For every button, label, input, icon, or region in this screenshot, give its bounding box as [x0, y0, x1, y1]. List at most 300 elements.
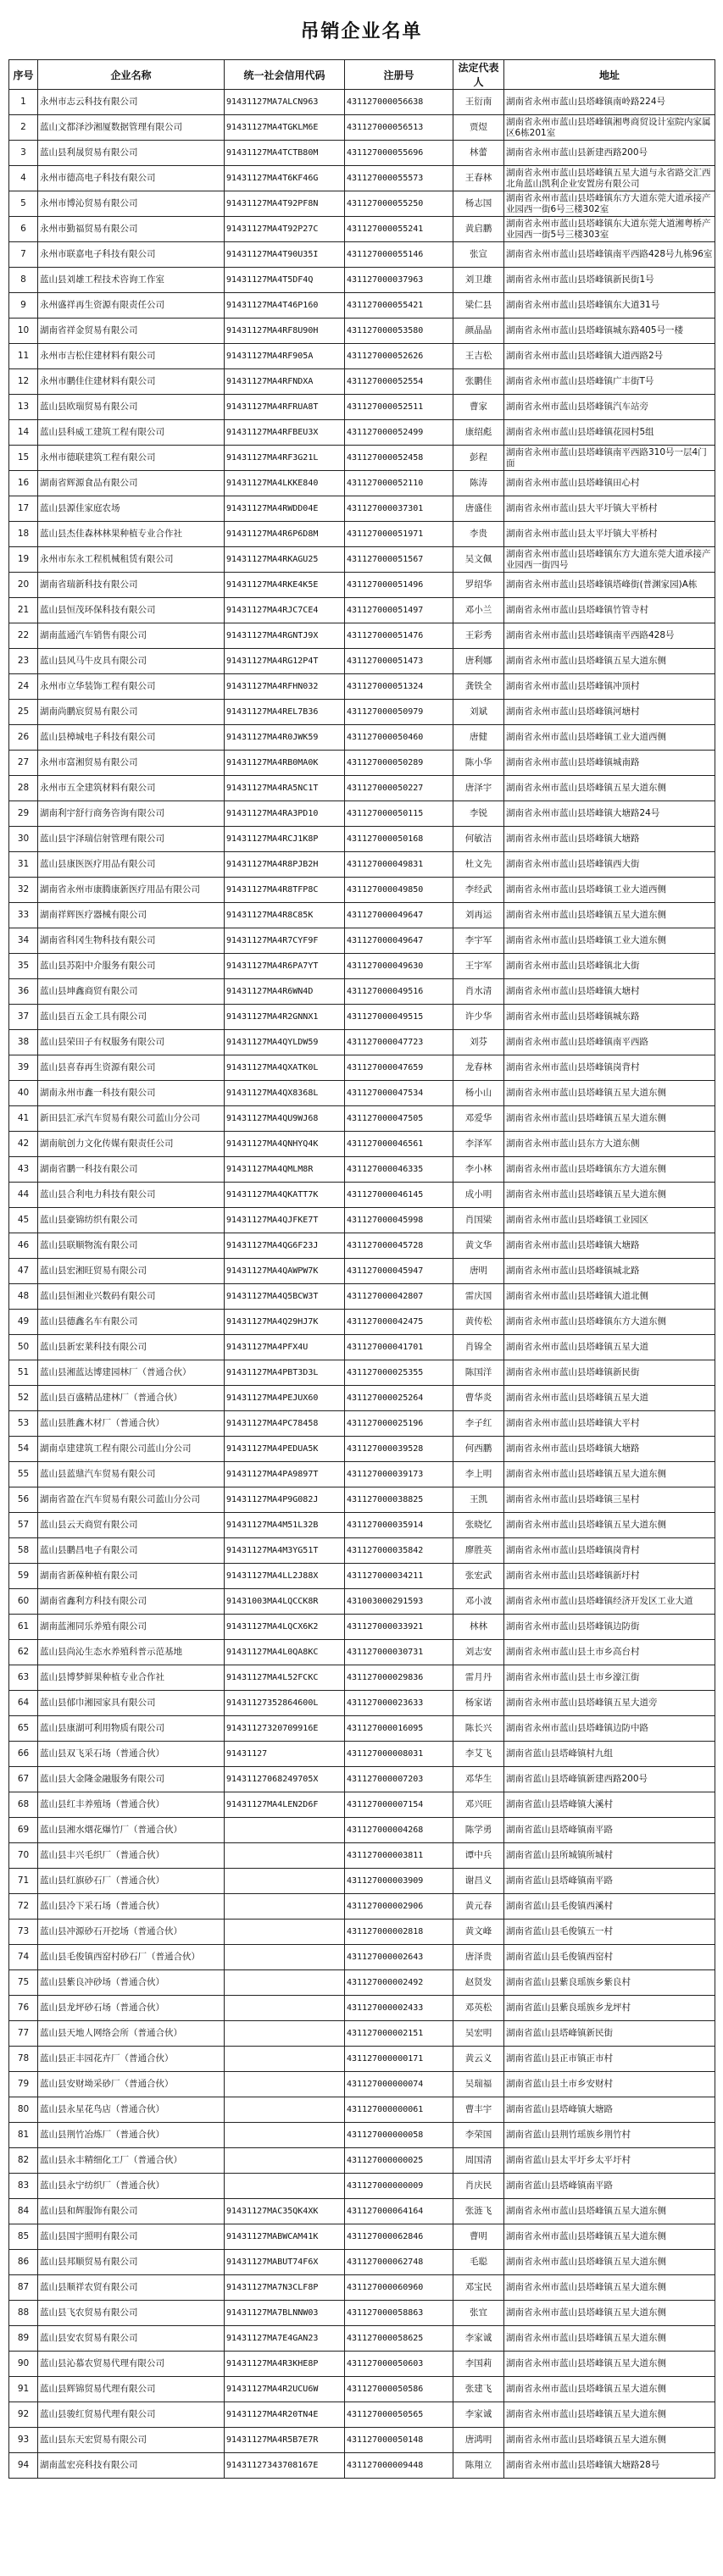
cell-legal-representative: 曹丰宇 [453, 2097, 504, 2123]
table-row [9, 1386, 715, 1411]
table-row [9, 1742, 715, 1767]
cell-index: 92 [9, 2402, 38, 2428]
cell-credit-code: 91431127MA4RFBEU3X [225, 420, 345, 446]
cell-index: 59 [9, 1564, 38, 1589]
cell-address: 湖南省永州市蓝山县塔峰镇大塘路28号 [504, 2453, 715, 2479]
cell-registration-number: 431127000002906 [345, 1894, 453, 1920]
cell-address: 湖南省永州市蓝山县塔峰镇大塘路 [504, 1437, 715, 1462]
cell-credit-code: 91431127MA4Q5BCW3T [225, 1284, 345, 1310]
cell-address: 湖南省永州市蓝山县塔峰镇东方大道东侧 [504, 1157, 715, 1183]
cell-registration-number: 431127000064164 [345, 2199, 453, 2224]
cell-address: 湖南省永州市蓝山县塔峰镇东大道31号 [504, 293, 715, 319]
cell-credit-code: 91431127MA4R8C85K [225, 903, 345, 928]
cell-legal-representative: 吴宏明 [453, 2021, 504, 2047]
cell-legal-representative: 康绍彪 [453, 420, 504, 446]
cell-registration-number: 431127000002151 [345, 2021, 453, 2047]
table-row [9, 2275, 715, 2301]
cell-index: 55 [9, 1462, 38, 1487]
cell-index: 61 [9, 1615, 38, 1640]
cell-company-name: 蓝山县豪锦纺织有限公司 [38, 1208, 225, 1233]
table-row [9, 1564, 715, 1589]
cell-credit-code: 91431127MA4QJFKE7T [225, 1208, 345, 1233]
table-row [9, 1996, 715, 2021]
cell-credit-code: 91431127MA4QAWPW7K [225, 1259, 345, 1284]
cell-registration-number: 431127000002433 [345, 1996, 453, 2021]
cell-company-name: 蓝山县安农贸易有限公司 [38, 2326, 225, 2352]
cell-registration-number: 431127000047534 [345, 1081, 453, 1106]
table-row [9, 369, 715, 395]
cell-credit-code [225, 1945, 345, 1970]
table-row [9, 1767, 715, 1792]
cell-address: 湖南省蓝山县毛俊镇西窑村 [504, 1945, 715, 1970]
cell-address: 湖南省永州市蓝山县塔峰镇广丰街T号 [504, 369, 715, 395]
cell-index: 83 [9, 2174, 38, 2199]
cell-address: 湖南省永州市蓝山县塔峰镇大道北侧 [504, 1284, 715, 1310]
cell-address: 湖南省永州市蓝山县塔峰镇竹管寺村 [504, 598, 715, 623]
cell-legal-representative: 李艾飞 [453, 1742, 504, 1767]
cell-address: 湖南省蓝山县毛俊镇五一村 [504, 1920, 715, 1945]
cell-credit-code: 91431127MA4PC78458 [225, 1411, 345, 1437]
table-row [9, 446, 715, 471]
cell-legal-representative: 刘志安 [453, 1640, 504, 1665]
table-row [9, 2123, 715, 2148]
cell-address: 湖南省永州市蓝山县塔峰镇五星大道东侧 [504, 2199, 715, 2224]
cell-company-name: 湖南尚鹏宸贸易有限公司 [38, 700, 225, 725]
cell-address: 湖南省永州市蓝山县新建西路200号 [504, 141, 715, 166]
table-row [9, 242, 715, 268]
cell-credit-code: 91431127MA4RB0MA0K [225, 751, 345, 776]
cell-company-name: 永州市立华装饰工程有限公司 [38, 674, 225, 700]
cell-registration-number: 431127000049647 [345, 928, 453, 954]
cell-registration-number: 431127000016095 [345, 1716, 453, 1742]
table-row [9, 2224, 715, 2250]
cell-registration-number: 431127000050603 [345, 2352, 453, 2377]
cell-address: 湖南省永州市蓝山县塔峰镇五星大道东侧 [504, 1183, 715, 1208]
cell-registration-number: 431127000050289 [345, 751, 453, 776]
cell-credit-code: 91431127320709916E [225, 1716, 345, 1742]
table-row [9, 623, 715, 649]
cell-legal-representative: 龙春林 [453, 1055, 504, 1081]
cell-legal-representative: 肖锦全 [453, 1335, 504, 1360]
cell-registration-number: 431127000062748 [345, 2250, 453, 2275]
cell-company-name: 蓝山文都泽沙湘厦数据管理有限公司 [38, 115, 225, 141]
cell-registration-number: 431127000047659 [345, 1055, 453, 1081]
table-row [9, 1233, 715, 1259]
cell-legal-representative: 王凯 [453, 1487, 504, 1513]
cell-address: 湖南省永州市蓝山县塔峰镇南平西路 [504, 1030, 715, 1055]
cell-company-name: 蓝山县邦顺贸易有限公司 [38, 2250, 225, 2275]
cell-address: 湖南省永州市蓝山县塔峰镇塔峰街(普渊家园)A栋 [504, 573, 715, 598]
cell-address: 湖南省永州市蓝山县塔峰镇五星大道东侧 [504, 1462, 715, 1487]
cell-address: 湖南省永州市蓝山县塔峰镇五星大道东侧 [504, 1513, 715, 1538]
cell-company-name: 湖南蓝湘同乐养殖有限公司 [38, 1615, 225, 1640]
cell-legal-representative: 李家诚 [453, 2326, 504, 2352]
table-row [9, 2021, 715, 2047]
cell-registration-number: 431127000049647 [345, 903, 453, 928]
cell-registration-number: 431127000051324 [345, 674, 453, 700]
cell-company-name: 蓝山县骏红贸易代理有限公司 [38, 2402, 225, 2428]
revoked-enterprise-table [8, 59, 715, 2479]
cell-credit-code: 91431127MA4LEN2D6F [225, 1792, 345, 1818]
cell-company-name: 新田县汇承汽车贸易有限公司蓝山分公司 [38, 1106, 225, 1132]
table-row [9, 1005, 715, 1030]
cell-address: 湖南省永州市蓝山县塔峰镇城北路 [504, 1259, 715, 1284]
cell-address: 湖南省蓝山县所城镇所城村 [504, 1843, 715, 1869]
cell-company-name: 湖南利宇舒行商务咨询有限公司 [38, 801, 225, 827]
cell-legal-representative: 黄云义 [453, 2047, 504, 2072]
cell-registration-number: 431127000042807 [345, 1284, 453, 1310]
cell-address: 湖南省永州市蓝山县塔峰镇东方大道东莞大道承接产业园西一街四号 [504, 547, 715, 573]
cell-company-name: 蓝山县合利电力科技有限公司 [38, 1183, 225, 1208]
cell-address: 湖南省永州市蓝山县塔峰镇五星大道 [504, 1335, 715, 1360]
cell-company-name: 蓝山县苏阳中介服务有限公司 [38, 954, 225, 979]
cell-registration-number: 431127000000009 [345, 2174, 453, 2199]
cell-credit-code: 91431127MA4R7CYF9F [225, 928, 345, 954]
cell-address: 湖南省永州市蓝山县塔峰镇边防街 [504, 1615, 715, 1640]
cell-credit-code: 91431127MA4L52FCKC [225, 1665, 345, 1691]
cell-company-name: 蓝山县郁巾湘园家具有限公司 [38, 1691, 225, 1716]
cell-legal-representative: 唐盛佳 [453, 496, 504, 522]
cell-credit-code [225, 2021, 345, 2047]
table-row [9, 1792, 715, 1818]
cell-credit-code: 91431127MABWCAM41K [225, 2224, 345, 2250]
cell-company-name: 蓝山县国宇照明有限公司 [38, 2224, 225, 2250]
cell-address: 湖南省永州市蓝山县塔峰镇城东路405号一楼 [504, 319, 715, 344]
table-row [9, 1081, 715, 1106]
cell-index: 22 [9, 623, 38, 649]
cell-credit-code: 91431127MA4QYLDW59 [225, 1030, 345, 1055]
table-row [9, 852, 715, 878]
cell-credit-code: 91431127MA4T5DF4Q [225, 268, 345, 293]
cell-credit-code [225, 2174, 345, 2199]
cell-address: 湖南省永州市蓝山县塔峰镇五星大道东侧 [504, 2275, 715, 2301]
table-row [9, 1691, 715, 1716]
cell-address: 湖南省蓝山县塔峰镇南平路 [504, 1869, 715, 1894]
cell-credit-code: 91431127MA4TCTB80M [225, 141, 345, 166]
cell-index: 26 [9, 725, 38, 751]
cell-address: 湖南省永州市蓝山县塔峰镇五星大道东侧 [504, 2352, 715, 2377]
cell-registration-number: 431127000051567 [345, 547, 453, 573]
cell-index: 67 [9, 1767, 38, 1792]
cell-index: 40 [9, 1081, 38, 1106]
cell-legal-representative: 李家诚 [453, 2402, 504, 2428]
cell-index: 12 [9, 369, 38, 395]
cell-registration-number: 431127000039173 [345, 1462, 453, 1487]
cell-index: 78 [9, 2047, 38, 2072]
cell-company-name: 湖南省永州市康腾康新医疗用品有限公司 [38, 878, 225, 903]
cell-index: 73 [9, 1920, 38, 1945]
cell-credit-code: 91431127MA4REL7B36 [225, 700, 345, 725]
cell-company-name: 湖南省祥金贸易有限公司 [38, 319, 225, 344]
cell-credit-code: 91431127343708167E [225, 2453, 345, 2479]
cell-index: 72 [9, 1894, 38, 1920]
cell-index: 21 [9, 598, 38, 623]
cell-registration-number: 431127000000061 [345, 2097, 453, 2123]
cell-index: 85 [9, 2224, 38, 2250]
cell-company-name: 蓝山县天地人网络会所（普通合伙） [38, 2021, 225, 2047]
cell-address: 湖南省永州市蓝山县土市乡濠江街 [504, 1665, 715, 1691]
table-row [9, 1411, 715, 1437]
cell-index: 84 [9, 2199, 38, 2224]
cell-address: 湖南省蓝山县塔峰镇村九组 [504, 1742, 715, 1767]
cell-company-name: 湖南省盈在汽车贸易有限公司蓝山分公司 [38, 1487, 225, 1513]
cell-address: 湖南省蓝山县紫良瑶族乡紫良村 [504, 1970, 715, 1996]
cell-legal-representative: 梁仁县 [453, 293, 504, 319]
cell-credit-code: 91431127MA4RFRUA8T [225, 395, 345, 420]
cell-address: 湖南省永州市蓝山县塔峰镇大平村 [504, 1411, 715, 1437]
cell-address: 湖南省永州市蓝山县东方大道东侧 [504, 1132, 715, 1157]
cell-index: 32 [9, 878, 38, 903]
cell-address: 湖南省永州市蓝山县塔峰镇工业园区 [504, 1208, 715, 1233]
table-row [9, 1335, 715, 1360]
table-row [9, 776, 715, 801]
cell-registration-number: 431127000047505 [345, 1106, 453, 1132]
cell-credit-code: 91431127MA7BLNNW03 [225, 2301, 345, 2326]
table-row [9, 1843, 715, 1869]
cell-legal-representative: 陈翔立 [453, 2453, 504, 2479]
cell-credit-code [225, 1920, 345, 1945]
cell-address: 湖南省蓝山县荆竹瑶族乡荆竹村 [504, 2123, 715, 2148]
cell-address: 湖南省永州市蓝山县塔峰镇工业大道东侧 [504, 928, 715, 954]
cell-company-name: 蓝山县毛俊镇西窑村砂石厂（普通合伙） [38, 1945, 225, 1970]
cell-legal-representative: 张涟飞 [453, 2199, 504, 2224]
cell-company-name: 蓝山县冷下采石场（普通合伙） [38, 1894, 225, 1920]
cell-legal-representative: 杨家诺 [453, 1691, 504, 1716]
table-row [9, 751, 715, 776]
cell-legal-representative: 陈国洋 [453, 1360, 504, 1386]
cell-credit-code: 91431127MA4LQCX6K2 [225, 1615, 345, 1640]
cell-credit-code: 91431127MA4R5B7E7R [225, 2428, 345, 2453]
cell-legal-representative: 彭程 [453, 446, 504, 471]
cell-company-name: 蓝山县冲源砂石开挖场（普通合伙） [38, 1920, 225, 1945]
cell-address: 湖南省永州市蓝山县塔峰镇五星大道东侧 [504, 1106, 715, 1132]
cell-company-name: 蓝山县百盛精品建林厂（普通合伙） [38, 1386, 225, 1411]
cell-registration-number: 431127000033921 [345, 1615, 453, 1640]
cell-index: 64 [9, 1691, 38, 1716]
cell-credit-code: 91431127MA4R8TFP8C [225, 878, 345, 903]
cell-legal-representative: 曹华炎 [453, 1386, 504, 1411]
cell-registration-number: 431127000046561 [345, 1132, 453, 1157]
cell-registration-number: 431127000052511 [345, 395, 453, 420]
cell-credit-code: 91431127MA4R6PA7YT [225, 954, 345, 979]
cell-address: 湖南省永州市蓝山县塔峰镇北大街 [504, 954, 715, 979]
cell-address: 湖南省永州市蓝山县塔峰镇大塘路 [504, 1233, 715, 1259]
cell-legal-representative: 黄启鹏 [453, 217, 504, 242]
cell-credit-code: 91431127MA4R2UCU6W [225, 2377, 345, 2402]
table-row [9, 1030, 715, 1055]
cell-company-name: 湖南省科冈生物科技有限公司 [38, 928, 225, 954]
cell-legal-representative: 唐健 [453, 725, 504, 751]
cell-legal-representative: 贾煜 [453, 115, 504, 141]
cell-legal-representative: 陈长兴 [453, 1716, 504, 1742]
table-row [9, 166, 715, 191]
cell-company-name: 蓝山县坤鑫商贸有限公司 [38, 979, 225, 1005]
table-row [9, 1157, 715, 1183]
cell-legal-representative: 毛聪 [453, 2250, 504, 2275]
cell-legal-representative: 唐泽宇 [453, 776, 504, 801]
cell-index: 20 [9, 573, 38, 598]
cell-company-name: 蓝山县欧瑞贸易有限公司 [38, 395, 225, 420]
cell-address: 湖南省蓝山县正市镇正市村 [504, 2047, 715, 2072]
cell-credit-code: 91431127MA4RGNTJ9X [225, 623, 345, 649]
cell-company-name: 蓝山县龙坪砂石场（普通合伙） [38, 1996, 225, 2021]
cell-address: 湖南省永州市蓝山县塔峰镇五星大道东侧 [504, 903, 715, 928]
cell-company-name: 蓝山县荆竹冶炼厂（普通合伙） [38, 2123, 225, 2148]
cell-company-name: 湖南祥辉医疗器械有限公司 [38, 903, 225, 928]
cell-legal-representative: 张鹏佳 [453, 369, 504, 395]
cell-legal-representative: 王春林 [453, 166, 504, 191]
cell-registration-number: 431127000047723 [345, 1030, 453, 1055]
cell-company-name: 永州市富湘贸易有限公司 [38, 751, 225, 776]
table-row [9, 954, 715, 979]
cell-address: 湖南省永州市蓝山县塔峰镇三星村 [504, 1487, 715, 1513]
cell-credit-code: 91431127MA4QU9WJ68 [225, 1106, 345, 1132]
cell-index: 62 [9, 1640, 38, 1665]
table-row [9, 1818, 715, 1843]
table-row [9, 420, 715, 446]
table-row [9, 1106, 715, 1132]
cell-legal-representative: 李国莉 [453, 2352, 504, 2377]
cell-company-name: 蓝山县云天商贸有限公司 [38, 1513, 225, 1538]
table-row [9, 268, 715, 293]
table-row [9, 141, 715, 166]
cell-legal-representative: 唐利娜 [453, 649, 504, 674]
cell-credit-code: 91431127MA4RCJ1K8P [225, 827, 345, 852]
cell-address: 湖南省永州市蓝山县塔峰镇南平西路428号 [504, 623, 715, 649]
table-row [9, 903, 715, 928]
cell-index: 45 [9, 1208, 38, 1233]
table-row [9, 1259, 715, 1284]
cell-address: 湖南省蓝山县塔峰镇南平路 [504, 2174, 715, 2199]
cell-legal-representative: 张宜 [453, 2301, 504, 2326]
cell-index: 54 [9, 1437, 38, 1462]
cell-registration-number: 431127000003909 [345, 1869, 453, 1894]
cell-company-name: 蓝山县宏湘旺贸易有限公司 [38, 1259, 225, 1284]
cell-company-name: 蓝山县红丰养殖场（普通合伙） [38, 1792, 225, 1818]
cell-credit-code: 91431127MA4Q29HJ7K [225, 1310, 345, 1335]
cell-company-name: 蓝山县利晟贸易有限公司 [38, 141, 225, 166]
cell-registration-number: 431127000051497 [345, 598, 453, 623]
cell-address: 湖南省永州市蓝山县塔峰镇大塘路 [504, 827, 715, 852]
cell-index: 31 [9, 852, 38, 878]
cell-index: 8 [9, 268, 38, 293]
cell-legal-representative: 龚铁全 [453, 674, 504, 700]
cell-company-name: 湖南蓝通汽车销售有限公司 [38, 623, 225, 649]
cell-address: 湖南省永州市蓝山县土市乡高台村 [504, 1640, 715, 1665]
cell-index: 74 [9, 1945, 38, 1970]
cell-legal-representative: 邓爱华 [453, 1106, 504, 1132]
cell-legal-representative: 邓华生 [453, 1767, 504, 1792]
cell-registration-number: 431127000042475 [345, 1310, 453, 1335]
cell-registration-number: 431127000051476 [345, 623, 453, 649]
cell-legal-representative: 王彩秀 [453, 623, 504, 649]
cell-company-name: 蓝山县联顺物流有限公司 [38, 1233, 225, 1259]
cell-address: 湖南省永州市蓝山县塔峰镇五星大道东侧 [504, 1081, 715, 1106]
table-row [9, 90, 715, 115]
cell-registration-number: 431127000049850 [345, 878, 453, 903]
cell-legal-representative: 唐泽贵 [453, 1945, 504, 1970]
cell-address: 湖南省永州市蓝山县塔峰镇五星大道东侧 [504, 2301, 715, 2326]
cell-legal-representative: 邓小波 [453, 1589, 504, 1615]
cell-credit-code: 91431127MAC35QK4XK [225, 2199, 345, 2224]
cell-legal-representative: 罗绍华 [453, 573, 504, 598]
cell-legal-representative: 吴瑞福 [453, 2072, 504, 2097]
cell-credit-code: 91431127MA4T46P160 [225, 293, 345, 319]
cell-credit-code: 91431127MA4P9G082J [225, 1487, 345, 1513]
cell-registration-number: 431127000002818 [345, 1920, 453, 1945]
cell-company-name: 蓝山县荣田子有权服务有限公司 [38, 1030, 225, 1055]
cell-address: 湖南省永州市蓝山县塔峰镇大塘路24号 [504, 801, 715, 827]
cell-credit-code [225, 1869, 345, 1894]
cell-legal-representative: 黄元春 [453, 1894, 504, 1920]
cell-company-name: 蓝山县樟城电子科技有限公司 [38, 725, 225, 751]
cell-index: 93 [9, 2428, 38, 2453]
cell-registration-number: 431127000023633 [345, 1691, 453, 1716]
cell-address: 湖南省永州市蓝山县塔峰镇新民街1号 [504, 268, 715, 293]
cell-registration-number: 431127000058863 [345, 2301, 453, 2326]
cell-legal-representative: 李上明 [453, 1462, 504, 1487]
cell-credit-code: 91431127MA4R20TN4E [225, 2402, 345, 2428]
cell-company-name: 蓝山县紫良冲砂场（普通合伙） [38, 1970, 225, 1996]
cell-index: 43 [9, 1157, 38, 1183]
cell-credit-code: 91431127MA4TGKLM6E [225, 115, 345, 141]
table-row [9, 878, 715, 903]
table-row [9, 2072, 715, 2097]
table-row [9, 2301, 715, 2326]
cell-index: 35 [9, 954, 38, 979]
cell-registration-number: 431127000052554 [345, 369, 453, 395]
table-row [9, 2148, 715, 2174]
cell-registration-number: 431127000055696 [345, 141, 453, 166]
table-row [9, 2174, 715, 2199]
cell-registration-number: 431127000049630 [345, 954, 453, 979]
cell-address: 湖南省永州市蓝山县塔峰镇湘粤商贸设计室院内家属区6栋201室 [504, 115, 715, 141]
table-row [9, 1615, 715, 1640]
cell-legal-representative: 刘再运 [453, 903, 504, 928]
cell-company-name: 永州市博沁贸易有限公司 [38, 191, 225, 217]
cell-credit-code: 91431127MA7ALCN963 [225, 90, 345, 115]
cell-index: 60 [9, 1589, 38, 1615]
cell-legal-representative: 何敏洁 [453, 827, 504, 852]
header-company-name: 企业名称 [38, 60, 225, 90]
cell-address: 湖南省永州市蓝山县塔峰镇东方大道东侧 [504, 1310, 715, 1335]
cell-registration-number: 431127000039528 [345, 1437, 453, 1462]
cell-address: 湖南省蓝山县塔峰镇新民街 [504, 2021, 715, 2047]
table-row [9, 1487, 715, 1513]
header-address: 地址 [504, 60, 715, 90]
table-row [9, 1945, 715, 1970]
table-body [9, 90, 715, 2479]
cell-index: 37 [9, 1005, 38, 1030]
cell-registration-number: 431127000051473 [345, 649, 453, 674]
cell-legal-representative: 肖国梁 [453, 1208, 504, 1233]
cell-registration-number: 431127000051971 [345, 522, 453, 547]
table-row [9, 1869, 715, 1894]
cell-company-name: 永州市东永工程机械租赁有限公司 [38, 547, 225, 573]
cell-registration-number: 431127000035914 [345, 1513, 453, 1538]
cell-company-name: 蓝山县安财坳采砂厂（普通合伙） [38, 2072, 225, 2097]
cell-registration-number: 431127000055250 [345, 191, 453, 217]
table-row [9, 319, 715, 344]
cell-company-name: 永州盛祥再生资源有限责任公司 [38, 293, 225, 319]
cell-index: 14 [9, 420, 38, 446]
cell-credit-code: 91431127MA4QG6F23J [225, 1233, 345, 1259]
table-row [9, 344, 715, 369]
cell-company-name: 蓝山县东天宏贸易有限公司 [38, 2428, 225, 2453]
cell-index: 53 [9, 1411, 38, 1437]
cell-credit-code: 91431127MA4RG12P4T [225, 649, 345, 674]
table-row [9, 2047, 715, 2072]
